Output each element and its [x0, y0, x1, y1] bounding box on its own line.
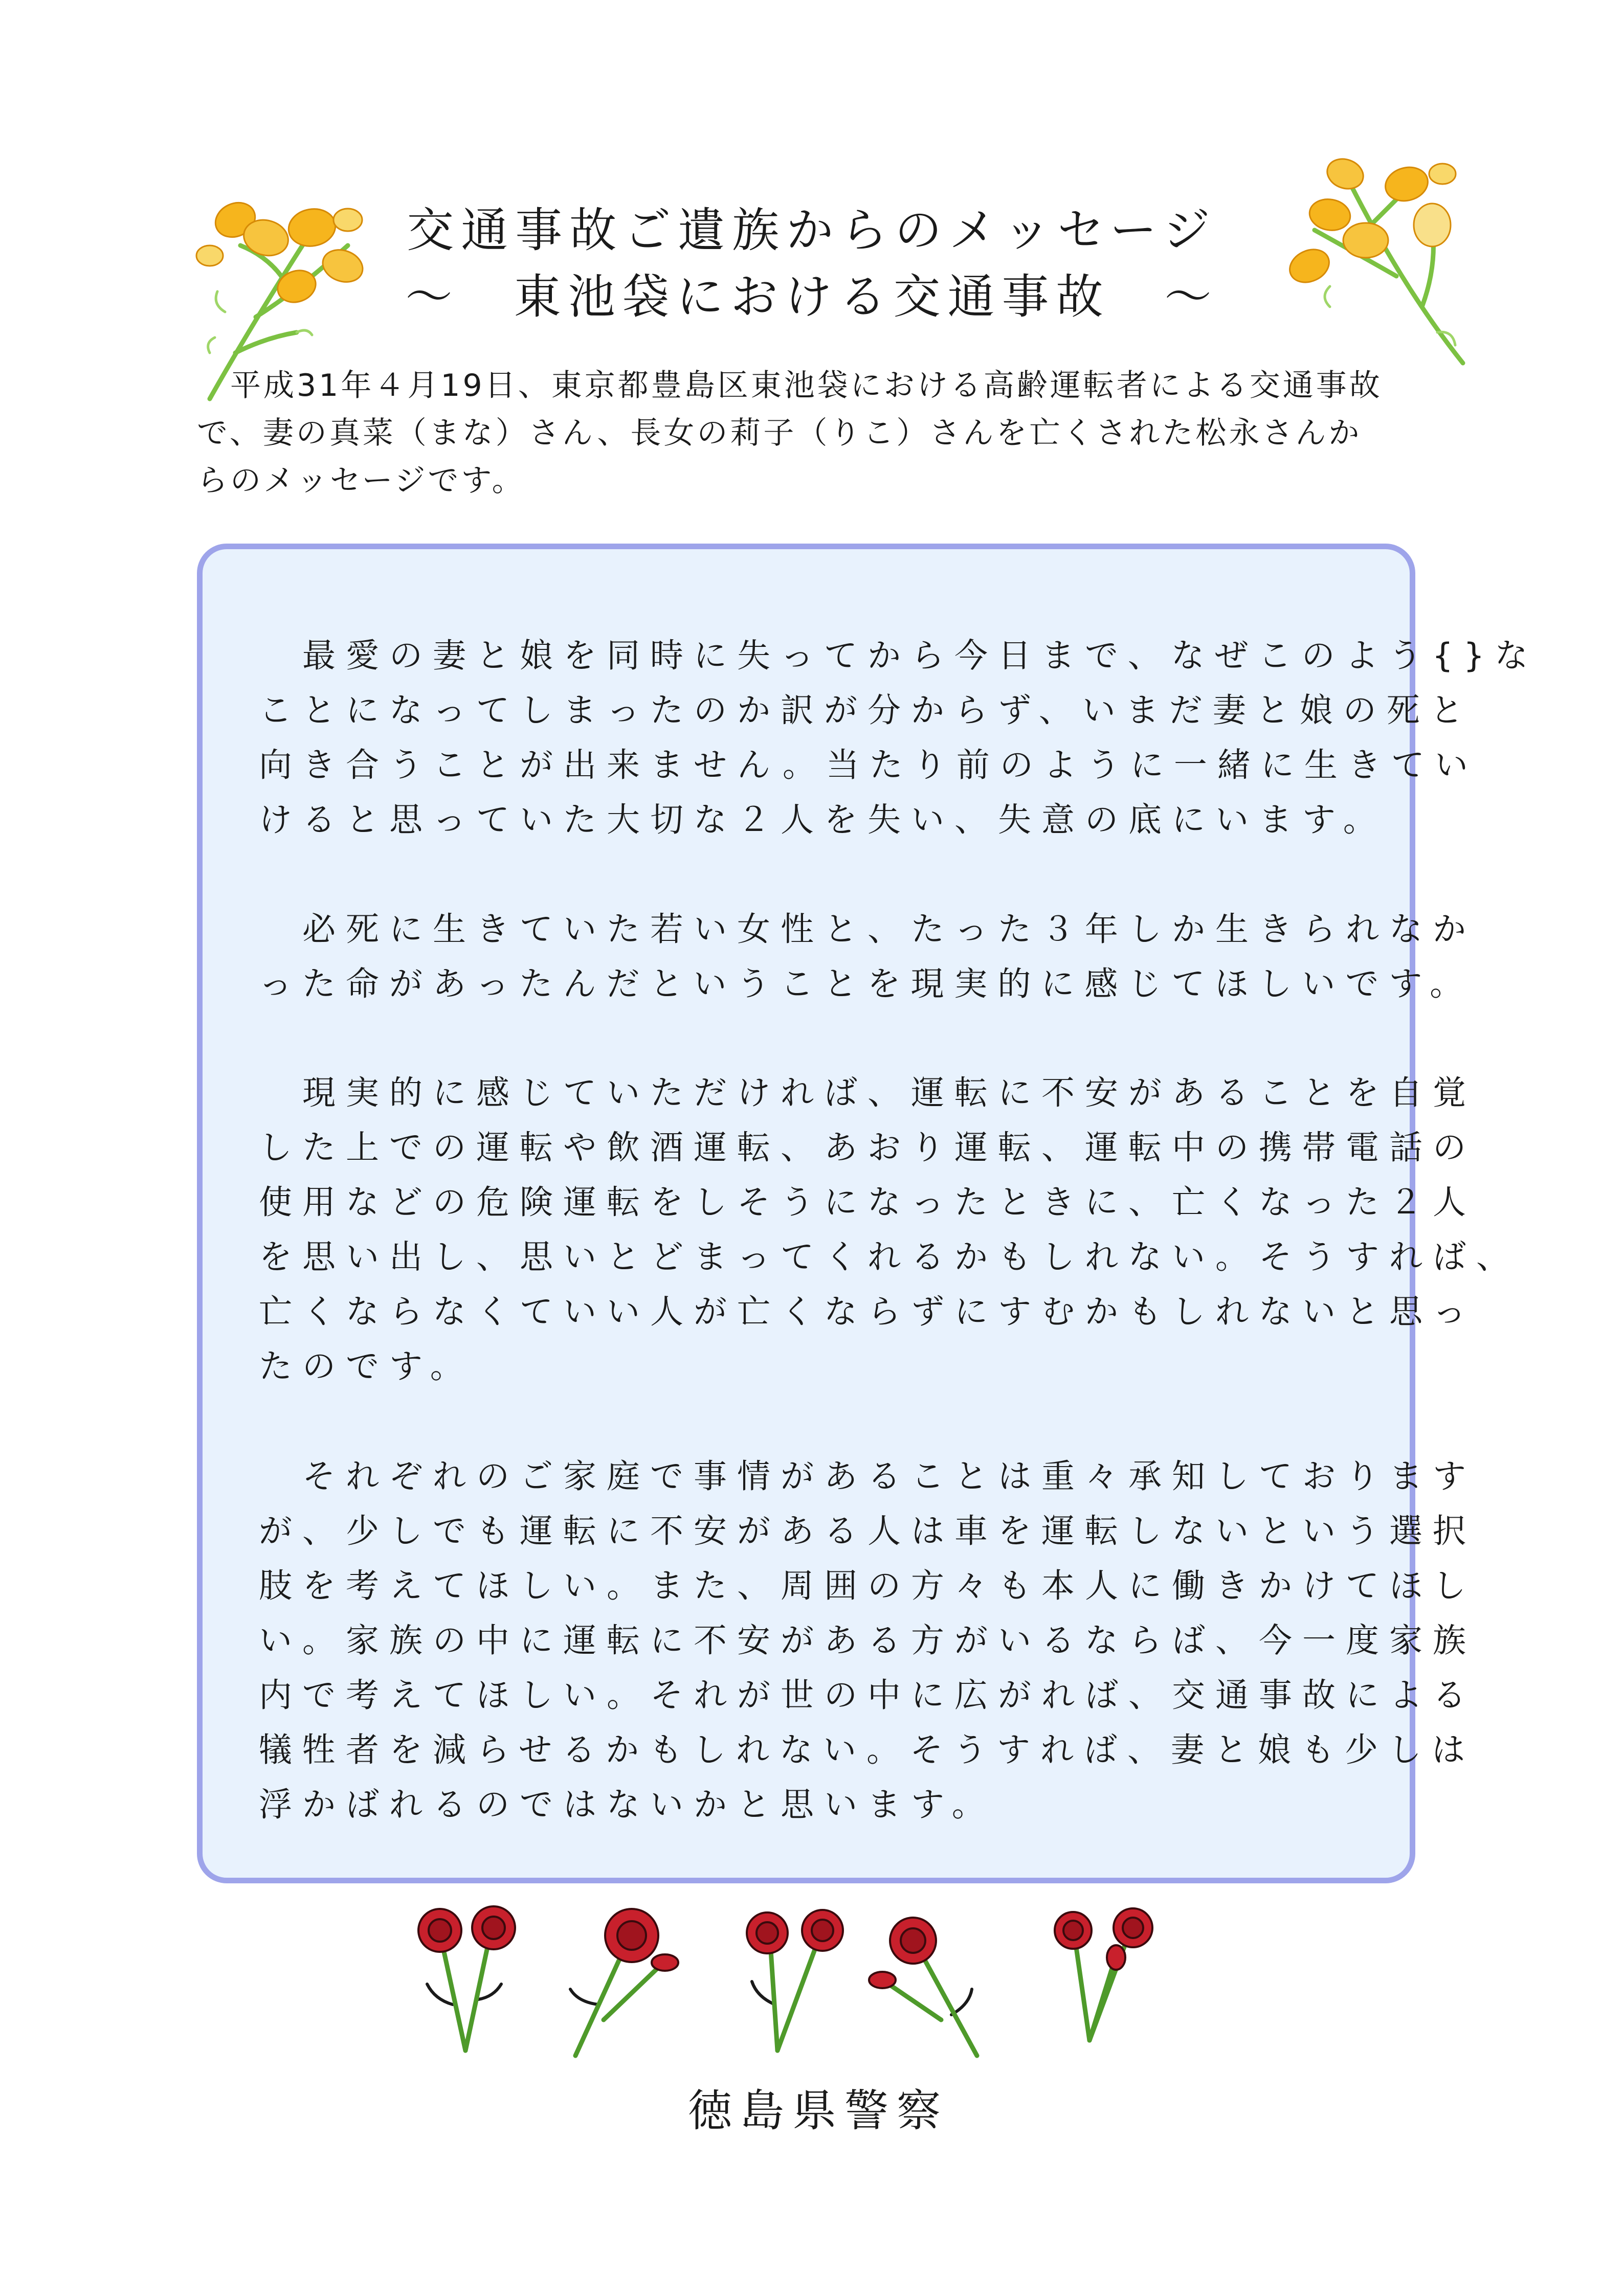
message-line: 向き合うことが出来ません。当たり前のように一緒に生きてい [259, 746, 1478, 784]
page-title: 交通事故ご遺族からのメッセージ [407, 203, 1217, 258]
message-line: を思い出し、思いとどまってくれるかもしれない。そうすれば、 [259, 1238, 1520, 1276]
message-line: ことになってしまったのか訳が分からず、いまだ妻と娘の死と [259, 691, 1474, 730]
intro-line: で、妻の真菜（まな）さん、長女の莉子（りこ）さんを亡くされた松永さんか [197, 415, 1362, 451]
message-line: それぞれのご家庭で事情があることは重々承知しております [259, 1457, 1477, 1496]
message-line: 肢を考えてほしい。また、周囲の方々も本人に働きかけてほし [259, 1567, 1477, 1605]
message-line: 亡くならなくていい人が亡くならずにすむかもしれないと思っ [259, 1293, 1477, 1331]
message-paragraph-1 [259, 628, 1538, 847]
message-line: たのです。 [259, 1347, 474, 1386]
message-line: 最愛の妻と娘を同時に失ってから今日まで、なぜこのよう{}な [259, 637, 1539, 675]
message-paragraph-3 [259, 1066, 1520, 1394]
message-line: 現実的に感じていただければ、運転に不安があることを自覚 [259, 1074, 1477, 1112]
message-line: 浮かばれるのではないかと思います。 [259, 1786, 995, 1824]
message-paragraph-4 [259, 1449, 1476, 1832]
intro-line: 平成31年４月19日、東京都豊島区東池袋における高齢運転者による交通事故 [197, 368, 1383, 403]
message-line: した上での運転や飲酒運転、あおり運転、運転中の携帯電話の [259, 1129, 1477, 1167]
message-line: 使用などの危険運転をしそうになったときに、亡くなった２人 [259, 1183, 1477, 1222]
message-paragraph-2 [259, 902, 1476, 1011]
page-subtitle: ～ 東池袋における交通事故 ～ [405, 269, 1219, 324]
intro-line: らのメッセージです。 [197, 463, 525, 499]
red-carnations-icon [399, 1902, 1207, 2071]
message-box [197, 544, 1539, 1883]
yellow-flowers-right-icon [1269, 153, 1473, 368]
signature: 徳島県警察 [688, 2085, 949, 2136]
message-line: い。家族の中に運転に不安がある方がいるならば、今一度家族 [259, 1622, 1477, 1660]
message-line: が、少しでも運転に不安がある人は車を運転しないという選択 [259, 1512, 1477, 1550]
message-line: 必死に生きていた若い女性と、たった３年しか生きられなか [259, 910, 1477, 949]
message-line: けると思っていた大切な２人を失い、失意の底にいます。 [259, 801, 1387, 839]
message-line: 内で考えてほしい。それが世の中に広がれば、交通事故による [259, 1676, 1477, 1715]
message-line: った命があったんだということを現実的に感じてほしいです。 [259, 965, 1474, 1003]
intro-text [197, 362, 1486, 505]
message-line: 犠牲者を減らせるかもしれない。そうすれば、妻と娘も少しは [259, 1731, 1476, 1769]
